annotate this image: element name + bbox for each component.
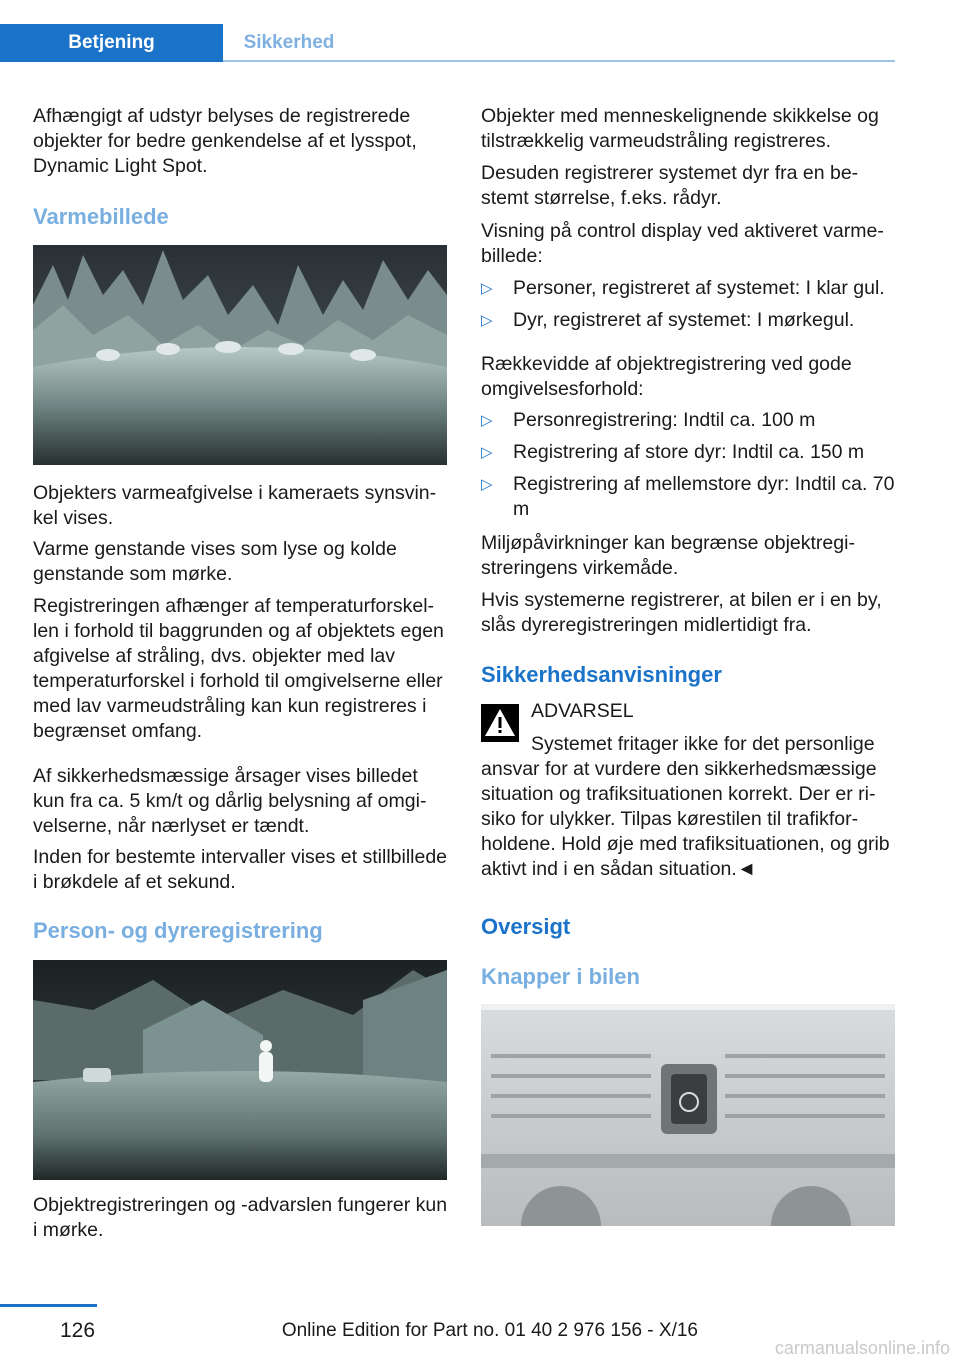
right-paragraph-6: Hvis systemerne registrerer, at bilen er i en by, slås dyreregistreringen midlertidigt fra. (481, 589, 882, 636)
list-item: ▷ Personer, registreret af systemet: I klar gul. (481, 277, 885, 299)
intro-paragraph: Afhængigt af udstyr belyses de registrerede objekter for bedre genkendelse af et lysspot, Dynamic Light Spot. (33, 105, 417, 177)
warning-line-1: Systemet fritager ikke for det personlige (531, 733, 875, 755)
triangle-bullet-icon: ▷ (481, 444, 493, 461)
right-paragraph-3: Visning på control display ved aktiveret varmebillede: (481, 220, 884, 267)
edition-text: Online Edition for Part no. 01 40 2 976 156 - X/16 (281, 1320, 698, 1341)
triangle-bullet-icon: ▷ (481, 312, 493, 329)
list-item: ▷ Registrering af mellemstore dyr: Indtil ca. 70 m (481, 473, 895, 520)
left-paragraph-5: Inden for bestemte intervaller vises et stillbillede i brøkdele af et sekund. (33, 846, 448, 893)
heading-knapper-i-bilen: Knapper i bilen (481, 964, 640, 989)
heading-sikkerhedsanvisninger: Sikkerhedsanvisninger (481, 662, 722, 687)
range-list (481, 408, 895, 522)
right-paragraph-2: Desuden registrerer systemet dyr fra en bestemt størrelse, f.eks. rådyr. (481, 162, 859, 209)
right-paragraph-1: Objekter med menneskelignende skikkelse og tilstrækkelig varmeudstråling registreres. (481, 105, 879, 152)
heading-varmebillede: Varmebillede (33, 204, 169, 229)
header-tabs (0, 24, 895, 62)
right-paragraph-4: Rækkevidde af objektregistrering ved gode omgivelsesforhold: (481, 353, 852, 400)
warning-icon (481, 704, 519, 742)
list-item: ▷ Registrering af store dyr: Indtil ca. 150 m (481, 441, 865, 463)
left-paragraph-2: Varme genstande vises som lyse og kolde genstande som mørke. (33, 538, 397, 585)
thermal-image-person (33, 960, 447, 1180)
right-paragraph-5: Miljøpåvirkninger kan begrænse objektregistreringens virkemåde. (481, 532, 855, 579)
footer-rule (0, 1304, 97, 1307)
list-item: ▷ Personregistrering: Indtil ca. 100 m (481, 409, 816, 431)
thermal-image-animals (33, 245, 447, 465)
heading-person-dyreregistrering: Person- og dyreregistrering (33, 918, 323, 943)
triangle-bullet-icon: ▷ (481, 280, 493, 297)
display-colors-list (481, 276, 901, 333)
left-paragraph-4: Af sikkerhedsmæssige årsager vises billedet kun fra ca. 5 km/t og dårlig belysning af omgivelserne, når nærlyset er tændt. (33, 765, 427, 837)
left-paragraph-6: Objektregistreringen og -advarslen fungerer kun i mørke. (33, 1194, 448, 1241)
triangle-bullet-icon: ▷ (481, 476, 493, 493)
car-buttons-image (481, 1004, 895, 1226)
header-rule (223, 60, 895, 62)
triangle-bullet-icon: ▷ (481, 412, 493, 429)
page-number: 126 (60, 1319, 96, 1342)
list-item: ▷ Dyr, registreret af systemet: I mørkegul. (481, 309, 855, 331)
watermark: carmanualsonline.info (774, 1338, 950, 1358)
warning-text: ansvar for at vurdere den sikkerhedsmæssige situation og trafiksituationen korrekt. Der er risiko for ulykker. Tilpas kørestilen til trafikforholdene. Hold øje med trafiksituationen, og grib aktivt ind i en sådan situation.◄ (481, 758, 890, 880)
heading-oversigt: Oversigt (481, 914, 571, 939)
tab-betjening[interactable]: Betjening (0, 24, 223, 62)
left-paragraph-1: Objekters varmeafgivelse i kameraets synsvinkel vises. (33, 482, 437, 529)
warning-title: ADVARSEL (531, 700, 634, 722)
tab-sikkerhed[interactable]: Sikkerhed (243, 32, 335, 53)
left-paragraph-3: Registreringen afhænger af temperaturforskellen i forhold til baggrunden og af objektets egen afgivelse af stråling, dvs. objekter med lav temperaturforskel i forhold til omgivelserne eller med lav varmeudstråling kan kun registreres i begrænset omfang. (33, 595, 444, 742)
